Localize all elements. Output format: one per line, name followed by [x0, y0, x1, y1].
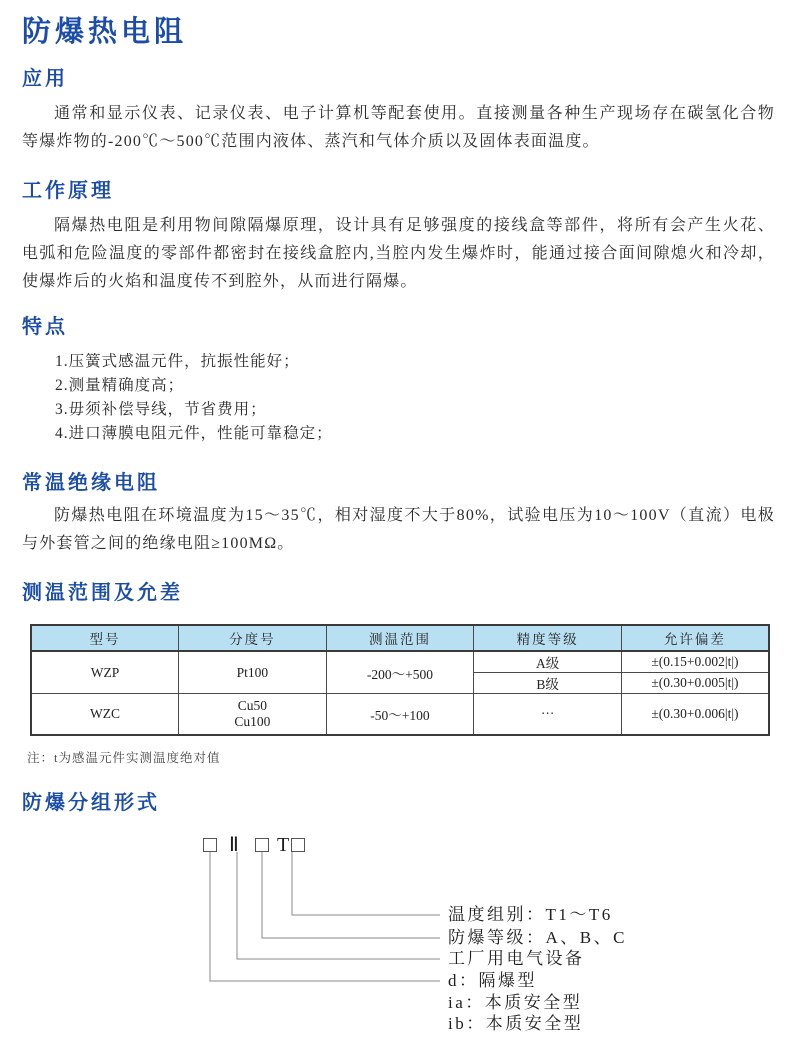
cell-wzc-graduation-line2: Cu100 [234, 714, 271, 729]
insulation-paragraph: 防爆热电阻在环境温度为15～35℃，相对湿度不大于80%，试验电压为10～100V（直流）电极与外套管之间的绝缘电阻≥100MΩ。 [22, 507, 775, 552]
code-box-type [203, 838, 217, 852]
cell-wzc-grade: ··· [474, 694, 622, 736]
diagram-label-intrinsic-safe-ib: ib：本质安全型 [448, 1014, 584, 1033]
code-symbol-temp: T [277, 834, 290, 856]
cell-wzp-graduation: Pt100 [179, 651, 327, 694]
feature-item-4: 4.进口薄膜电阻元件，性能可靠稳定； [55, 425, 333, 442]
code-box-grade [255, 838, 269, 852]
table-row [31, 651, 769, 673]
diagram-label-factory-equipment: 工厂用电气设备 [448, 949, 585, 968]
section-heading-features: 特点 [22, 316, 68, 338]
diagram-label-temp-group: 温度组别：T1～T6 [448, 905, 613, 924]
cell-wzc-graduation-line1: Cu50 [237, 698, 268, 713]
table-row [31, 694, 769, 736]
col-header-accuracy: 精度等级 [474, 625, 622, 651]
code-box-temp-group [291, 838, 305, 852]
cell-wzc-graduation [179, 694, 327, 736]
cell-wzp-dev-b: ±(0.30+0.005|t|) [621, 673, 769, 694]
cell-wzc-range: -50～+100 [326, 694, 474, 736]
col-header-model: 型号 [31, 625, 179, 651]
feature-item-1: 1.压簧式感温元件，抗振性能好； [55, 353, 300, 370]
table-header-row [31, 625, 769, 651]
section-heading-grouping: 防爆分组形式 [22, 792, 160, 814]
range-tolerance-table [30, 624, 770, 736]
section-heading-insulation: 常温绝缘电阻 [22, 472, 160, 494]
cell-wzp-dev-a: ±(0.15+0.002|t|) [621, 651, 769, 673]
cell-wzp-grade-b: B级 [474, 673, 622, 694]
col-header-range: 测温范围 [326, 625, 474, 651]
section-heading-application: 应用 [22, 68, 68, 90]
diagram-connector-lines [0, 836, 800, 1041]
col-header-graduation: 分度号 [179, 625, 327, 651]
feature-item-3: 3.毋须补偿导线，节省费用； [55, 401, 267, 418]
feature-item-2: 2.测量精确度高； [55, 377, 185, 394]
cell-wzp-grade-a: A级 [474, 651, 622, 673]
diagram-label-ex-grade: 防爆等级：A、B、C [448, 928, 627, 947]
code-symbol-series: Ⅱ [229, 834, 239, 856]
cell-wzp-range: -200～+500 [326, 651, 474, 694]
cell-wzc-model: WZC [31, 694, 179, 736]
diagram-label-intrinsic-safe-ia: ia：本质安全型 [448, 993, 583, 1012]
page-title: 防爆热电阻 [22, 16, 188, 48]
explosion-proof-code-diagram [0, 836, 800, 1041]
table-note: 注：t为感温元件实测温度绝对值 [27, 751, 221, 765]
application-paragraph: 通常和显示仪表、记录仪表、电子计算机等配套使用。直接测量各种生产现场存在碳氢化合物等爆炸物的-200℃～500℃范围内液体、蒸汽和气体介质以及固体表面温度。 [22, 105, 775, 150]
cell-wzc-dev: ±(0.30+0.006|t|) [621, 694, 769, 736]
principle-paragraph: 隔爆热电阻是利用物间隙隔爆原理，设计具有足够强度的接线盒等部件，将所有会产生火花、电弧和危险温度的零部件都密封在接线盒腔内,当腔内发生爆炸时，能通过接合面间隙熄火和冷却，使爆炸后的火焰和温度传不到腔外，从而进行隔爆。 [22, 217, 775, 290]
section-heading-principle: 工作原理 [22, 180, 114, 202]
diagram-label-flameproof: d：隔爆型 [448, 971, 537, 990]
col-header-deviation: 允许偏差 [621, 625, 769, 651]
feature-list [55, 350, 775, 446]
section-heading-range: 测温范围及允差 [22, 582, 183, 604]
cell-wzp-model: WZP [31, 651, 179, 694]
